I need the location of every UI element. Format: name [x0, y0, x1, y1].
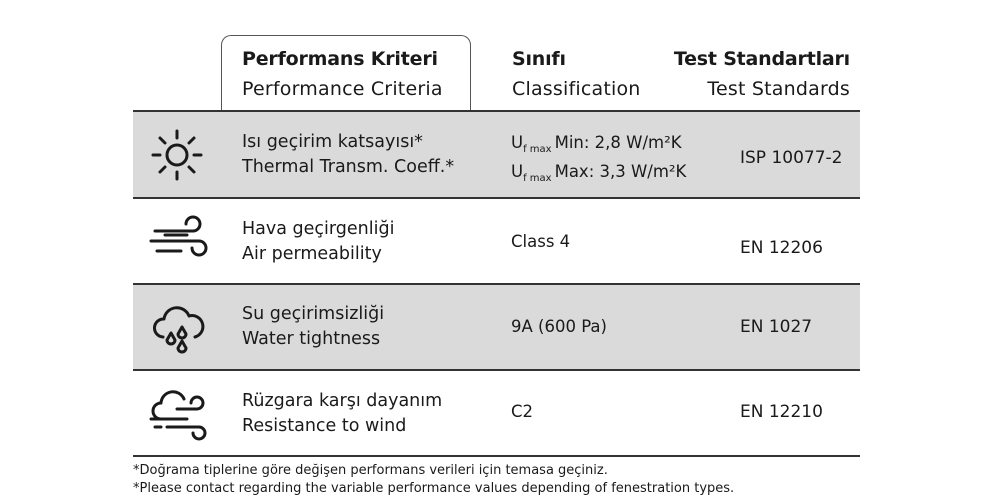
criteria-label-en: Thermal Transm. Coeff.* [242, 157, 455, 177]
classification-max-value: Max: 3,3 W/m²K [554, 162, 687, 181]
criteria-header-tr: Performans Kriteri [242, 48, 438, 70]
cloud-wind-icon [147, 385, 211, 441]
criteria-label-tr: Rüzgara karşı dayanım [242, 391, 443, 411]
criteria-label-tr: Isı geçirim katsayısı* [242, 132, 423, 152]
u-symbol: U [511, 133, 524, 152]
table-row-wind [133, 371, 860, 455]
classification-line-min [511, 132, 686, 161]
classification-cell: C2 [511, 402, 534, 421]
classification-cell [511, 132, 686, 190]
classification-line-max [511, 161, 686, 190]
criteria-header [242, 44, 443, 104]
criteria-cell [242, 302, 384, 352]
criteria-label-en: Resistance to wind [242, 416, 407, 436]
u-subscript: f max [523, 144, 552, 155]
criteria-header-en: Performance Criteria [242, 78, 443, 100]
classification-header-tr: Sınıfı [512, 48, 566, 70]
criteria-cell [242, 389, 442, 439]
criteria-cell [242, 217, 394, 267]
classification-cell: 9A (600 Pa) [511, 317, 607, 336]
u-symbol: U [511, 162, 524, 181]
rain-cloud-icon [147, 299, 211, 355]
classification-header-en: Classification [512, 78, 641, 100]
table-row-water [133, 285, 860, 369]
table-row-thermal [133, 112, 860, 197]
footnote-tr: *Doğrama tiplerine göre değişen performans verileri için temasa geçiniz. [133, 463, 608, 478]
standard-cell: EN 12210 [740, 402, 823, 422]
table-divider [133, 455, 860, 457]
u-subscript: f max [523, 173, 552, 184]
criteria-label-en: Air permeability [242, 244, 382, 264]
classification-min-value: Min: 2,8 W/m²K [554, 133, 682, 152]
criteria-cell [242, 130, 454, 180]
standards-header-en: Test Standards [707, 78, 850, 100]
criteria-label-en: Water tightness [242, 329, 381, 349]
standards-header [674, 44, 850, 104]
table-row-air [133, 199, 860, 283]
sun-icon [147, 127, 211, 183]
criteria-label-tr: Hava geçirgenliği [242, 219, 395, 239]
classification-cell: Class 4 [511, 232, 571, 251]
criteria-label-tr: Su geçirimsizliği [242, 304, 385, 324]
standard-cell: EN 12206 [740, 238, 823, 258]
standard-cell: EN 1027 [740, 317, 813, 337]
footnote-en: *Please contact regarding the variable performance values depending of fenestration types. [133, 481, 735, 496]
wind-icon [147, 213, 211, 269]
standards-header-tr: Test Standartları [673, 48, 850, 70]
standard-cell: ISP 10077-2 [740, 148, 843, 168]
classification-header [512, 44, 641, 104]
